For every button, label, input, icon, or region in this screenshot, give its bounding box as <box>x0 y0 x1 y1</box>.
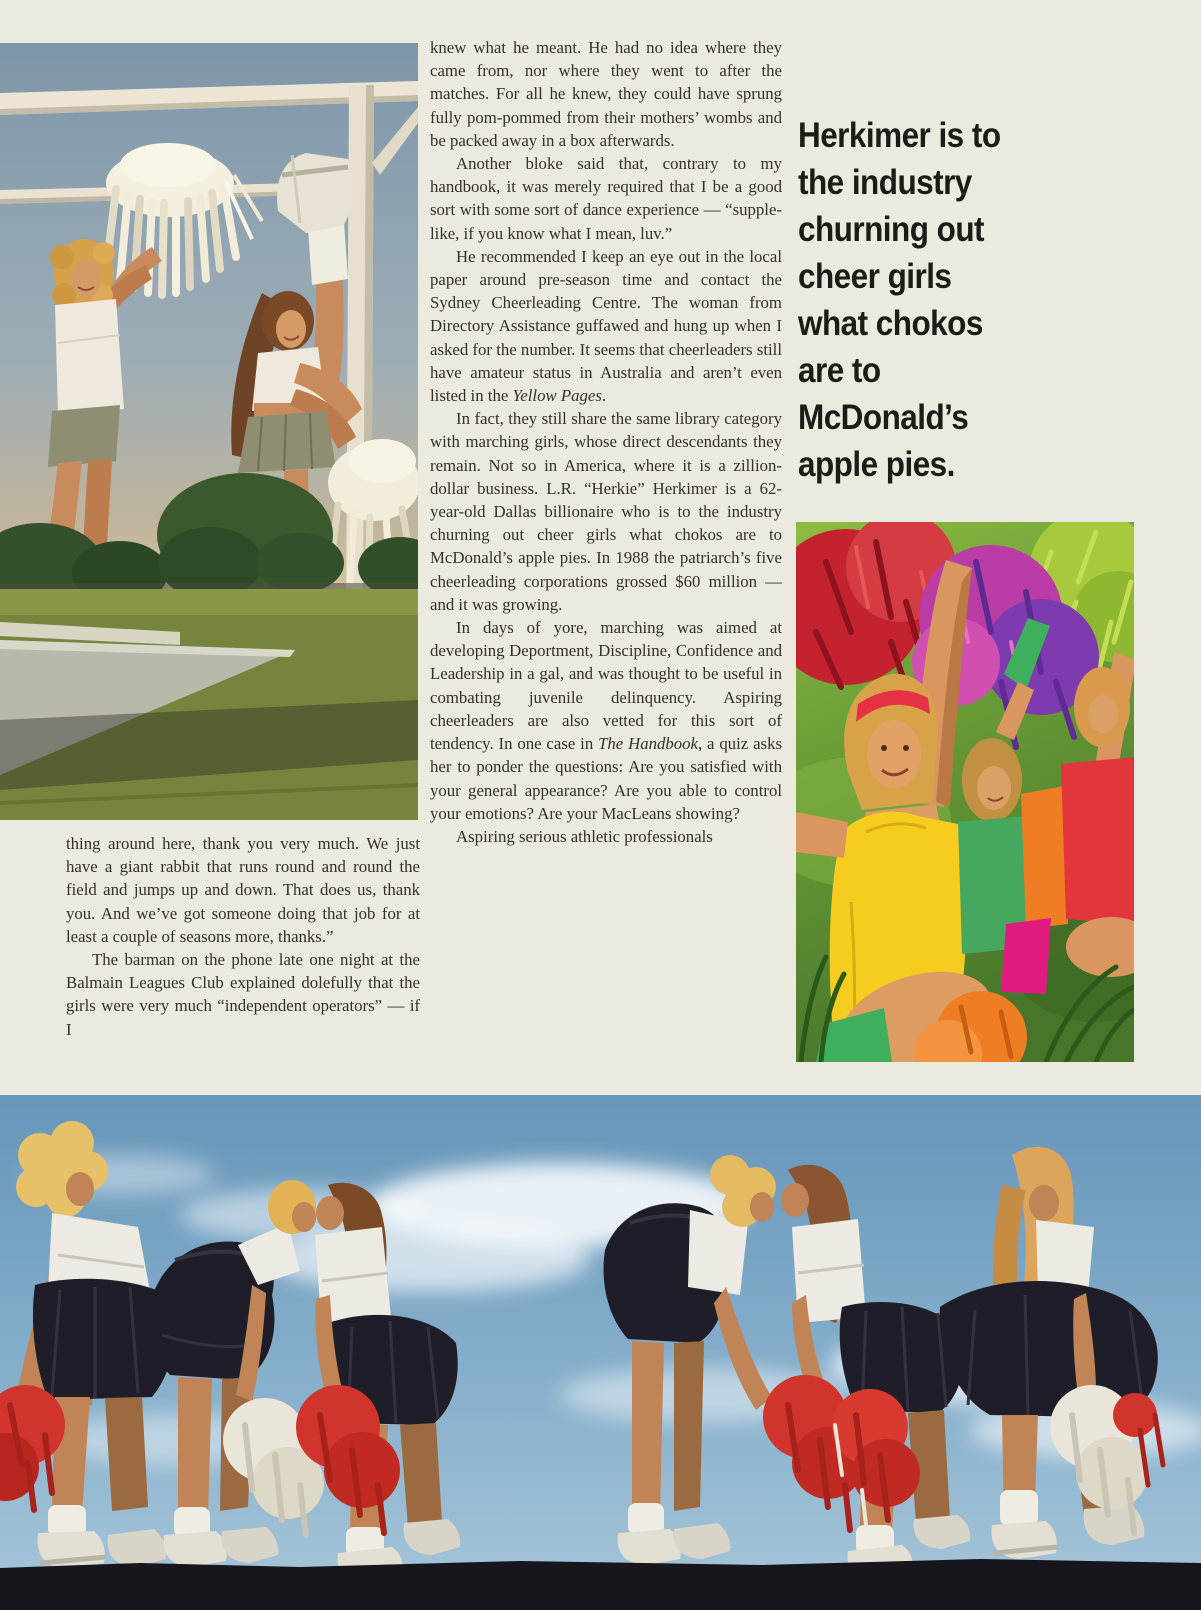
paragraph: In fact, they still share the same library category with marching girls, whose direct descendants they remain. Not so in America, where it is a zillion-dollar business. L.R. “Herkie” Herkimer is a 62-year-old Dallas billionaire who is to the industry churning out cheer girls what chokos are to McDonald’s apple pies. In 1988 the patriarch’s five cheerleading corporations grossed $60 million — and it was growing. <box>430 409 782 614</box>
goalpost-cheerleaders-photo <box>0 43 418 820</box>
paragraph: The barman on the phone late one night at the Balmain Leagues Club explained dolefully that the girls were very much “independent operators” — if I <box>66 950 420 1039</box>
paragraph: He recommended I keep an eye out in the local paper around pre-season time and contact the Sydney Cheerleading Centre. The woman from Directory Assistance guffawed and hung up when I asked for the number. It seems that cheerleaders still have amateur status in Australia and aren’t even listed in the Yellow Pages. <box>430 246 782 406</box>
paragraph: knew what he meant. He had no idea where they came from, nor where they went to after the matches. For all he knew, they could have sprung fully pom-pommed from their mothers’ wombs and be packed away in a box afterwards. <box>430 38 782 150</box>
paragraph: thing around here, thank you very much. We just have a giant rabbit that runs round and round the field and jumps up and down. That does us, thank you. And we’ve got someone doing that job for at least a couple of seasons more, thanks.” <box>66 834 420 946</box>
paragraph: Aspiring serious athletic professionals <box>456 826 713 846</box>
pull-quote-line: McDonald’s <box>798 398 969 437</box>
middle-text-column <box>430 36 782 848</box>
pull-quote-line: apple pies. <box>798 445 955 484</box>
ground-strip <box>0 1559 1201 1610</box>
paragraph: Another bloke said that, contrary to my handbook, it was merely required that I be a good sort with some sort of dance experience — “supple-like, if you know what I mean, luv.” <box>430 154 782 243</box>
cheerleaders-row-photo <box>0 1095 1201 1610</box>
pull-quote-line: the industry <box>798 163 972 202</box>
colorful-pompoms-photo <box>796 522 1134 1062</box>
pull-quote-line: what chokos <box>798 304 983 343</box>
pull-quote-line: Herkimer is to <box>798 116 1001 155</box>
pull-quote-line: are to <box>798 351 881 390</box>
left-text-column <box>66 832 420 1041</box>
pull-quote-line: cheer girls <box>798 257 952 296</box>
pull-quote-line: churning out <box>798 210 984 249</box>
pull-quote <box>798 112 1138 488</box>
paragraph: In days of yore, marching was aimed at developing Deportment, Discipline, Confidence and Leadership in a gal, and was thought to be useful in combating juvenile delinquency. Aspiring cheerleaders are also vetted for this sort of tendency. In one case in The Handbook, a quiz asks her to ponder the questions: Are you satisfied with your general appearance? Are you able to control your emotions? Are your MacLeans showing? <box>430 618 782 823</box>
